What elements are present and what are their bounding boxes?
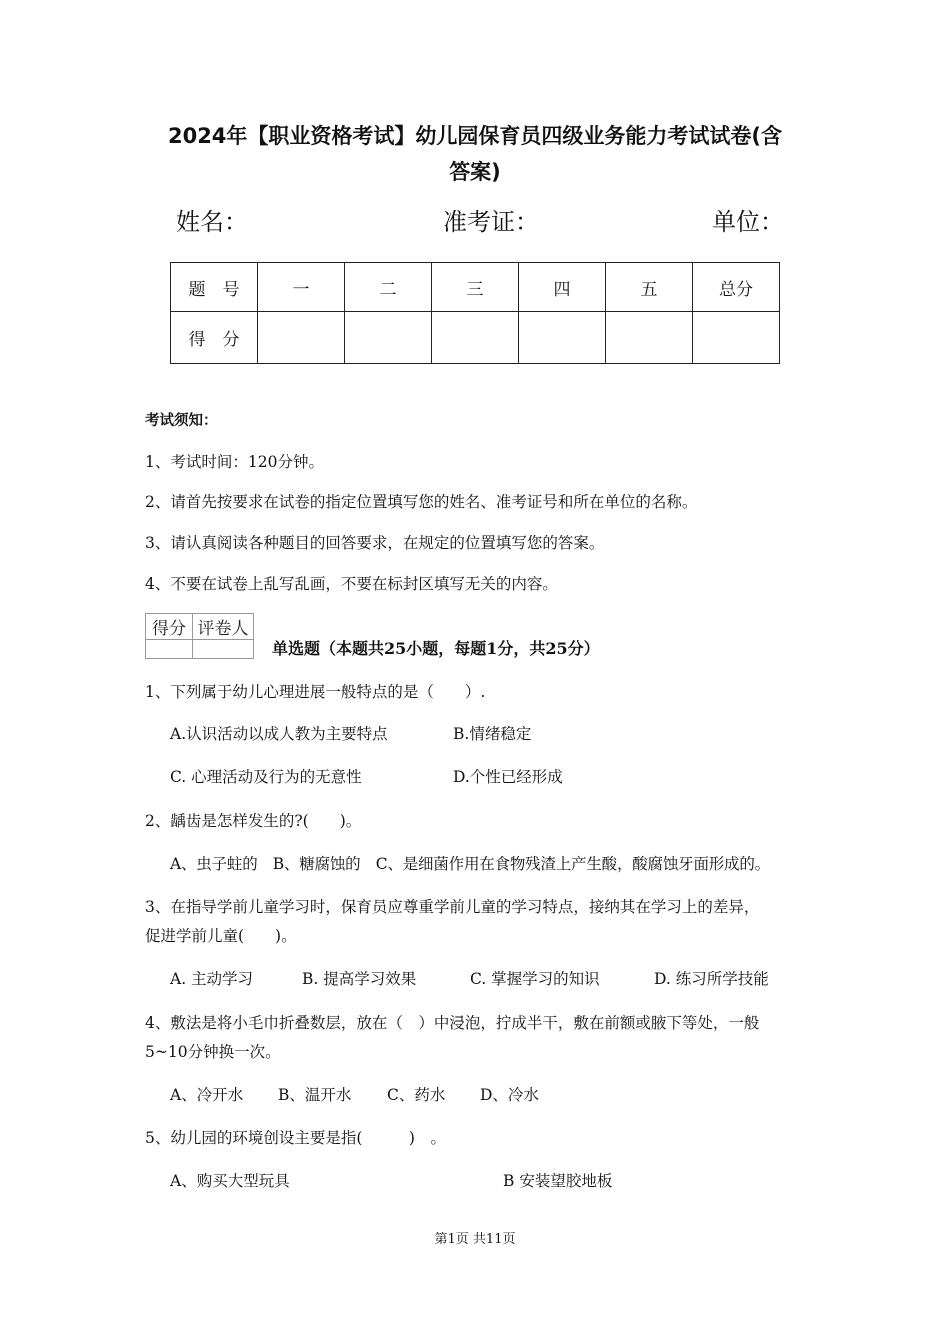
grader-reviewer-label: 评卷人 bbox=[193, 614, 254, 640]
question-5-stem: 5、幼儿园的环境创设主要是指( ) 。 bbox=[145, 1129, 446, 1147]
question-4-option-c[interactable]: C、药水 bbox=[387, 1086, 446, 1104]
score-cell-2[interactable] bbox=[345, 312, 432, 364]
header-section-4: 四 bbox=[519, 263, 606, 312]
question-4-stem: 4、敷法是将小毛巾折叠数层，放在（ ）中浸泡，拧成半干，敷在前额或腋下等处，一般 bbox=[145, 1014, 760, 1032]
score-cell-3[interactable] bbox=[432, 312, 519, 364]
score-table bbox=[170, 262, 780, 364]
header-total: 总分 bbox=[693, 263, 780, 312]
header-section-2: 二 bbox=[345, 263, 432, 312]
question-2-options[interactable]: A、虫子蛀的 B、糖腐蚀的 C、是细菌作用在食物残渣上产生酸，酸腐蚀牙面形成的。 bbox=[170, 855, 770, 873]
grader-score-cell[interactable] bbox=[146, 640, 193, 659]
question-3-option-c[interactable]: C. 掌握学习的知识 bbox=[470, 970, 600, 988]
notice-item-3: 3、请认真阅读各种题目的回答要求，在规定的位置填写您的答案。 bbox=[145, 534, 605, 552]
section-title: 单选题（本题共25小题，每题1分，共25分） bbox=[272, 639, 600, 658]
question-5-option-b[interactable]: B 安装望胶地板 bbox=[503, 1172, 613, 1190]
grader-box bbox=[145, 613, 254, 659]
row-label-score: 得 分 bbox=[171, 312, 258, 364]
question-3-option-a[interactable]: A. 主动学习 bbox=[170, 970, 254, 988]
question-3-stem-continued: 促进学前儿童( )。 bbox=[145, 927, 297, 945]
question-1-option-a[interactable]: A.认识活动以成人教为主要特点 bbox=[170, 725, 388, 743]
score-cell-4[interactable] bbox=[519, 312, 606, 364]
header-section-5: 五 bbox=[606, 263, 693, 312]
question-4-option-d[interactable]: D、冷水 bbox=[480, 1086, 539, 1104]
question-3-option-d[interactable]: D. 练习所学技能 bbox=[654, 970, 769, 988]
grader-score-label: 得分 bbox=[146, 614, 193, 640]
exam-id-field-label: 准考证： bbox=[443, 208, 539, 236]
notice-heading: 考试须知： bbox=[145, 412, 218, 429]
score-cell-1[interactable] bbox=[258, 312, 345, 364]
title-line-1: 2024年【职业资格考试】幼儿园保育员四级业务能力考试试卷(含 bbox=[167, 124, 783, 148]
question-3-stem: 3、在指导学前儿童学习时，保育员应尊重学前儿童的学习特点，接纳其在学习上的差异， bbox=[145, 898, 760, 916]
question-1-option-c[interactable]: C. 心理活动及行为的无意性 bbox=[170, 768, 362, 786]
question-1-option-b[interactable]: B.情绪稳定 bbox=[453, 725, 532, 743]
notice-item-2: 2、请首先按要求在试卷的指定位置填写您的姓名、准考证号和所在单位的名称。 bbox=[145, 493, 698, 511]
header-section-1: 一 bbox=[258, 263, 345, 312]
exam-title bbox=[120, 118, 830, 190]
question-3-option-b[interactable]: B. 提高学习效果 bbox=[302, 970, 417, 988]
question-1-option-d[interactable]: D.个性已经形成 bbox=[453, 768, 563, 786]
notice-item-4: 4、不要在试卷上乱写乱画，不要在标封区填写无关的内容。 bbox=[145, 575, 558, 593]
score-cell-5[interactable] bbox=[606, 312, 693, 364]
score-table-header-row bbox=[171, 263, 780, 312]
header-question-number: 题 号 bbox=[171, 263, 258, 312]
page-footer: 第1页 共11页 bbox=[434, 1232, 516, 1247]
question-5-option-a[interactable]: A、购买大型玩具 bbox=[170, 1172, 290, 1190]
header-section-3: 三 bbox=[432, 263, 519, 312]
question-4-option-a[interactable]: A、冷开水 bbox=[170, 1086, 244, 1104]
question-4-option-b[interactable]: B、温开水 bbox=[278, 1086, 352, 1104]
notice-item-1: 1、考试时间：120分钟。 bbox=[145, 453, 324, 471]
title-line-2: 答案) bbox=[449, 160, 501, 184]
score-cell-total[interactable] bbox=[693, 312, 780, 364]
name-field-label: 姓名： bbox=[176, 208, 248, 236]
question-2-stem: 2、龋齿是怎样发生的?( )。 bbox=[145, 812, 362, 830]
score-table-score-row bbox=[171, 312, 780, 364]
unit-field-label: 单位： bbox=[712, 208, 784, 236]
question-4-stem-continued: 5~10分钟换一次。 bbox=[145, 1043, 281, 1061]
grader-reviewer-cell[interactable] bbox=[193, 640, 254, 659]
question-1-stem: 1、下列属于幼儿心理进展一般特点的是（ ）. bbox=[145, 683, 486, 701]
